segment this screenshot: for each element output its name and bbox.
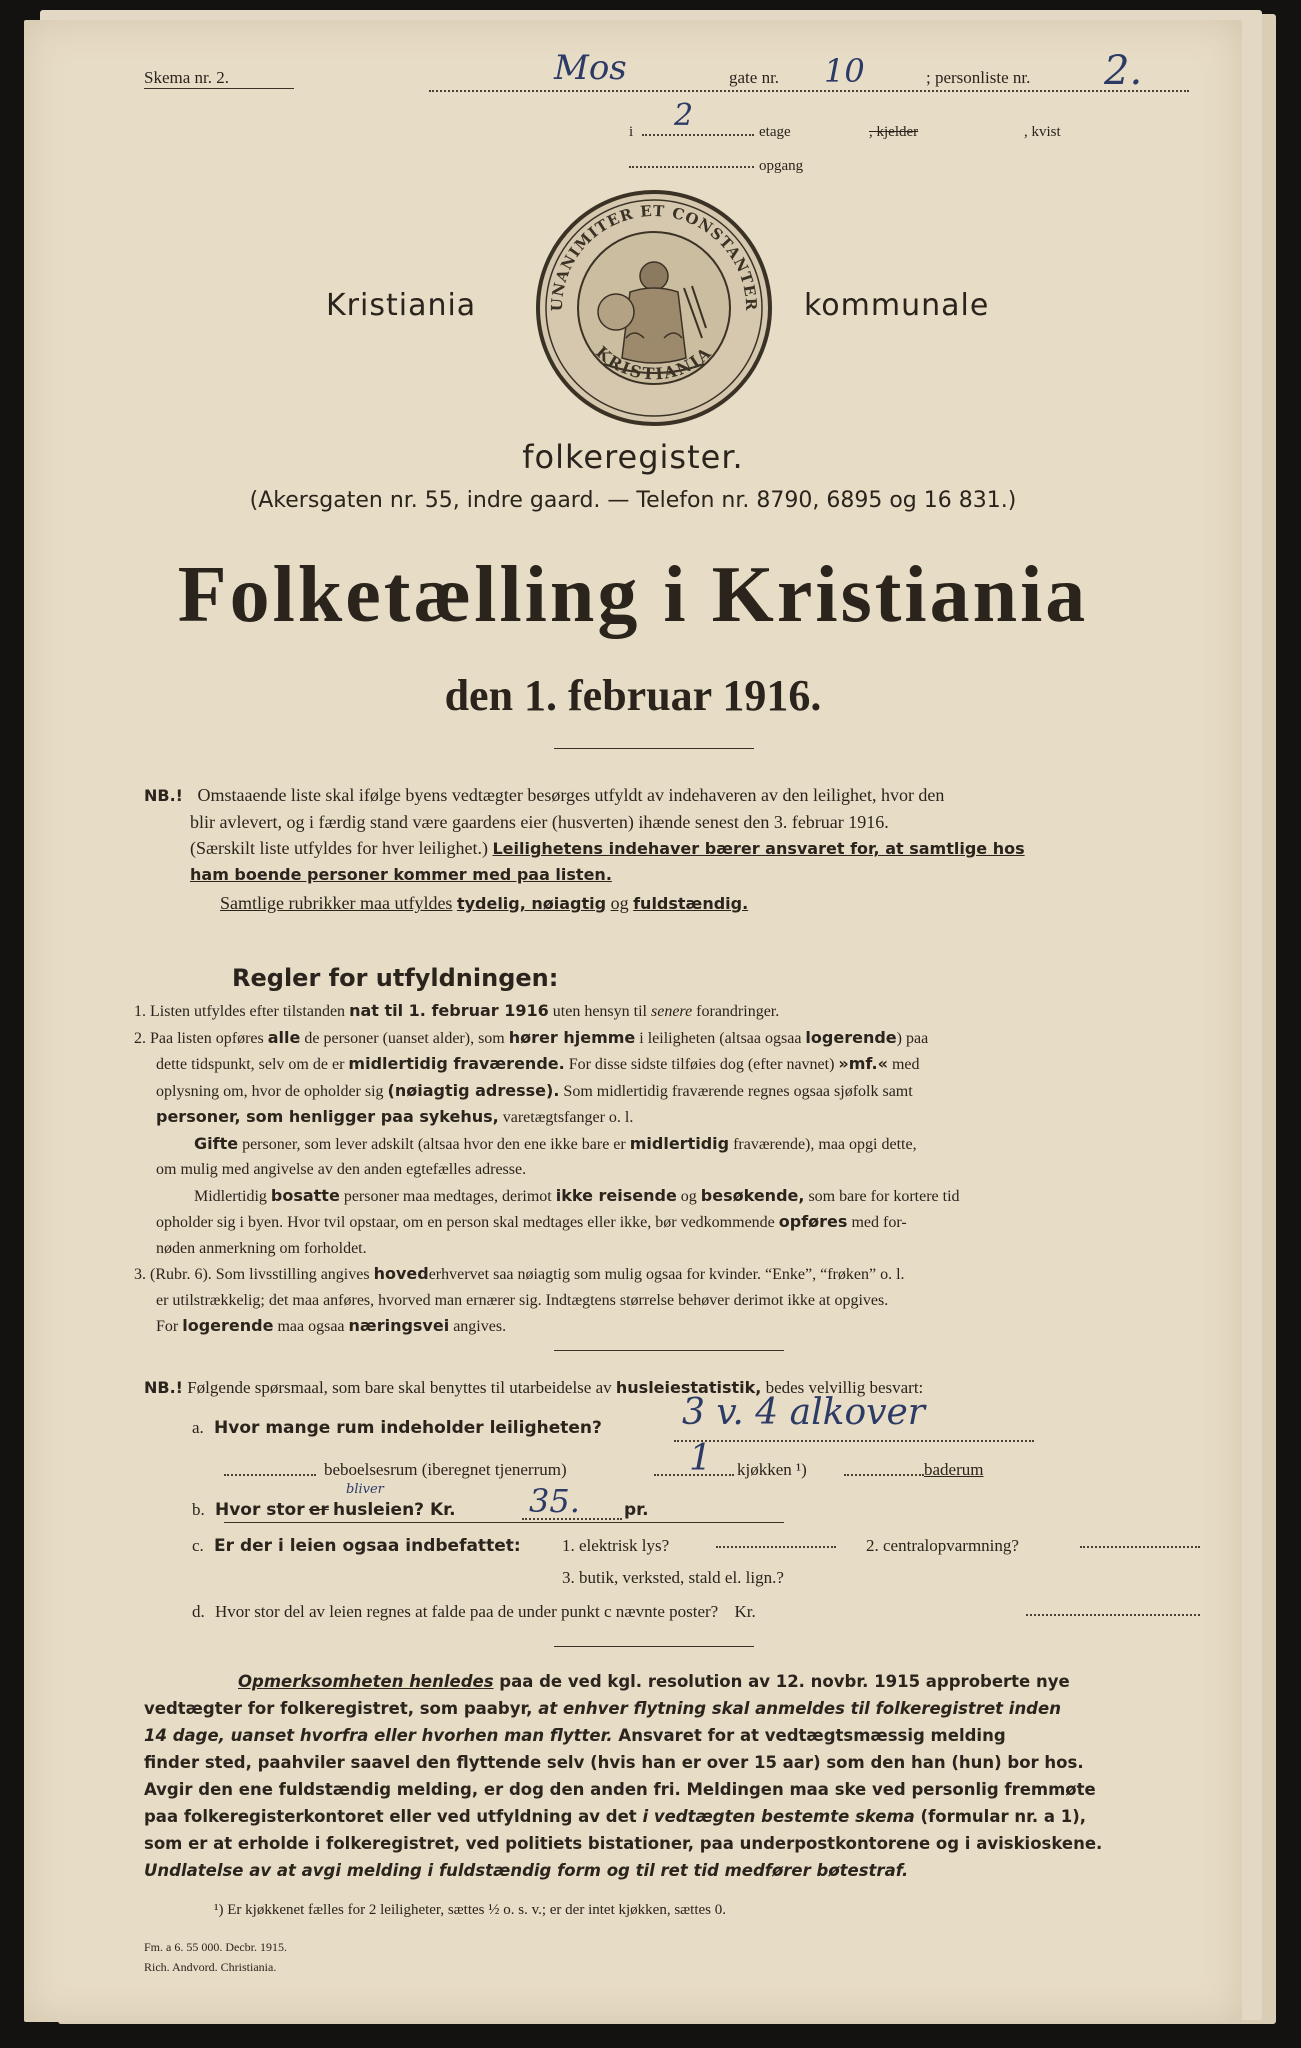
- question-a: [192, 1418, 602, 1438]
- notice-l6c: (formular nr. a 1),: [920, 1807, 1087, 1826]
- notice-line-6: [144, 1803, 1208, 1830]
- attic-label: , kvist: [1024, 124, 1061, 140]
- office-name: folkeregister.: [522, 438, 744, 476]
- rule-2-l2c: For disse sidste tilføies dog (efter navnet): [568, 1056, 835, 1073]
- notice-l1a: Opmerksomheten henledes: [238, 1672, 494, 1691]
- rule-2-l7b: bosatte: [270, 1185, 340, 1205]
- question-c-text: Er der i leien ogsaa indbefattet:: [214, 1536, 521, 1556]
- question-c: [192, 1536, 521, 1556]
- schema-underline: [144, 88, 294, 89]
- question-a-label: a.: [192, 1418, 204, 1437]
- nb2-intro-c: bedes velvillig besvart:: [765, 1378, 924, 1397]
- question-c-3: 3. butik, verksted, stald el. lign.?: [562, 1568, 784, 1587]
- question-b-insert: bliver: [346, 1482, 384, 1497]
- rules-divider: [554, 1350, 784, 1351]
- question-c-2-line: [1080, 1524, 1200, 1548]
- rule-3-line-3: [134, 1313, 1206, 1340]
- rule-3-l3e: angives.: [453, 1318, 507, 1335]
- rule-3-l3c: maa ogsaa: [277, 1318, 345, 1335]
- office-right: kommunale: [804, 288, 990, 323]
- rule-3-line-2: er utilstrækkelig; det maa anføres, hvorved man ernærer sig. Indtægtens størrelse behøver derimot ikke at opgives.: [156, 1291, 889, 1309]
- nb-line-3-text: (Særskilt liste utfyldes for hver leilighet.): [190, 838, 488, 858]
- rule-2-l7d: ikke reisende: [555, 1185, 677, 1205]
- rule-2-l2a: dette tidspunkt, selv om de er: [156, 1056, 345, 1073]
- rule-2-line-2: [134, 1051, 1206, 1078]
- nb-line-4-text: ham boende personer kommer med paa listen.: [190, 865, 612, 884]
- rules-list: [134, 998, 1206, 1340]
- rule-2-line-6: om mulig med angivelse av den anden egtefælles adresse.: [156, 1161, 527, 1178]
- rule-2-line-5: [134, 1131, 1206, 1158]
- question-b-text-b: husleien? Kr.: [333, 1500, 456, 1520]
- rule-2-line-4: [134, 1104, 1206, 1131]
- question-c-label: c.: [192, 1536, 204, 1555]
- rule-3: [134, 1261, 1206, 1288]
- rule-1-text-c: uten hensyn til: [552, 1003, 647, 1020]
- street-handwritten: Mos: [554, 48, 627, 88]
- question-c-1: 1. elektrisk lys?: [562, 1536, 670, 1555]
- notice-l2a: vedtægter for folkeregistret, som paabyr,: [144, 1699, 533, 1718]
- kitchen-answer: 1: [689, 1438, 712, 1479]
- stairway-label: opgang: [759, 158, 804, 174]
- rule-2-l7a: Midlertidig: [194, 1187, 267, 1205]
- rent-per: pr.: [624, 1500, 649, 1520]
- rule-2-l8b: opføres: [778, 1212, 848, 1231]
- questions-divider: [554, 1646, 754, 1647]
- question-b-struck: er: [308, 1500, 329, 1520]
- personliste-label: ; personliste nr.: [926, 68, 1031, 87]
- page-subtitle: den 1. februar 1916.: [444, 671, 822, 720]
- basement-label: , kjelder: [869, 124, 919, 140]
- rule-2-l8c: med for-: [851, 1214, 907, 1231]
- notice-l8: Undlatelse av at avgi melding i fuldstændig form og til ret tid medfører bøtestraf.: [144, 1861, 909, 1880]
- kitchen-label: kjøkken ¹): [737, 1460, 807, 1479]
- svg-text:UNANIMITER ET CONSTANTER: [548, 202, 760, 312]
- rule-2-l1c: de personer (uanset alder), som: [304, 1029, 505, 1047]
- page-title: Folketælling i Kristiania: [177, 551, 1089, 639]
- question-d: [192, 1602, 756, 1622]
- rule-3-l1c: erhvervet saa nøiagtig som mulig ogsaa for kvinder. “Enke”, “frøken” o. l.: [428, 1266, 905, 1283]
- rule-2-l7f: besøkende,: [700, 1185, 805, 1205]
- rule-2-number: 2.: [134, 1029, 146, 1047]
- gate-label: gate nr.: [729, 68, 780, 87]
- rule-2-line-8: [134, 1209, 1206, 1236]
- floor-prefix: i: [629, 124, 634, 140]
- floor-handwritten: 2: [674, 98, 694, 133]
- nb-line-3: [144, 835, 1194, 862]
- seal-inscription: [534, 188, 774, 428]
- svg-text:KRISTIANIA: [592, 342, 716, 383]
- question-d-line: [1026, 1592, 1200, 1616]
- rule-2-line-7: [134, 1183, 1206, 1210]
- rule-2-l7g: som bare for kortere tid: [808, 1187, 960, 1205]
- question-d-label: d.: [192, 1602, 205, 1621]
- rule-1-text-e: forandringer.: [696, 1003, 780, 1020]
- notice-l3a: 14 dage, uanset hvorfra eller hvorhen man flytter.: [144, 1726, 613, 1745]
- nb-notice-block: [144, 782, 1194, 917]
- rule-2-l5c: midlertidig: [629, 1133, 730, 1153]
- notice-block: [144, 1668, 1208, 1884]
- rule-1-text-a: Listen utfyldes efter tilstanden: [150, 1003, 346, 1020]
- rule-2-l1a: Paa listen opføres: [150, 1029, 264, 1047]
- imprint-line-1: Fm. a 6. 55 000. Decbr. 1915.: [144, 1940, 287, 1954]
- schema-number: Skema nr. 2.: [144, 68, 229, 87]
- rooms-line: [224, 1450, 316, 1476]
- rules-heading: Regler for utfyldningen:: [232, 964, 559, 992]
- question-b-label: b.: [192, 1500, 205, 1519]
- address-line: [429, 50, 1189, 92]
- nb-line-2: blir avlevert, og i færdig stand være gaardens eier (husverten) ihænde senest den 3. februar 1916.: [190, 812, 889, 832]
- title-divider: [554, 748, 754, 749]
- imprint-line-2: Rich. Andvord. Christiania.: [144, 1960, 277, 1974]
- stairway-line: [629, 146, 754, 168]
- nb-line-5-b: tydelig, nøiagtig: [456, 894, 607, 913]
- nb-line-5: [144, 890, 1194, 917]
- rule-2-l1b: alle: [267, 1027, 301, 1047]
- rule-2-l5a: Gifte: [194, 1133, 239, 1153]
- rule-3-l1b: hoved: [373, 1264, 429, 1283]
- bathroom-line: [844, 1450, 924, 1476]
- notice-l6b: i vedtægten bestemte skema: [642, 1807, 915, 1826]
- rule-2-l4a: personer, som henligger paa sykehus,: [156, 1107, 499, 1126]
- census-form-page: [24, 20, 1242, 2022]
- rule-2-l7e: og: [680, 1187, 697, 1205]
- notice-line-7: som er at erholde i folkeregistret, ved politiets bistationer, paa underpostkontorene og i aviskioskene.: [144, 1834, 1103, 1853]
- nb-line-5-d: fuldstændig.: [633, 894, 749, 913]
- notice-line-5: Avgir den ene fuldstændig melding, er dog den anden fri. Meldingen maa ske ved personlig fremmøte: [144, 1780, 1096, 1799]
- rule-2-l3b: (nøiagtig adresse).: [387, 1080, 560, 1100]
- nb-label: NB.!: [144, 786, 183, 805]
- notice-l3b: Ansvaret for at vedtægtsmæssig melding: [618, 1726, 1006, 1745]
- rule-3-l3a: For: [156, 1318, 179, 1335]
- floor-label: etage: [759, 124, 791, 140]
- gate-number-handwritten: 10: [824, 52, 865, 90]
- rule-2-l3c: Som midlertidig fraværende regnes ogsaa sjøfolk samt: [563, 1082, 913, 1100]
- notice-line-4: finder sted, paahviler saavel den flyttende selv (hvis han er over 15 aar) som den han (hun) bor hos.: [144, 1753, 1084, 1772]
- question-c-1-line: [716, 1524, 836, 1548]
- rule-2-line-3: [134, 1078, 1206, 1105]
- rule-2-l2e: med: [891, 1056, 920, 1073]
- rule-3-l3b: logerende: [182, 1316, 274, 1335]
- rule-2-l2b: midlertidig fraværende.: [348, 1054, 565, 1073]
- nb2-intro-a: Følgende spørsmaal, som bare skal benyttes til utarbeidelse av: [187, 1378, 612, 1397]
- rule-2-l1f: logerende: [805, 1027, 897, 1047]
- nb-line-3-bold: Leilighetens indehaver bærer ansvaret for, at samtlige hos: [492, 839, 1025, 858]
- rooms-label: beboelsesrum (iberegnet tjenerrum): [324, 1460, 567, 1479]
- rule-3-number: 3.: [134, 1266, 146, 1283]
- rule-2-l4b: varetægtsfanger o. l.: [502, 1109, 634, 1126]
- rule-2-l2d: »mf.«: [838, 1054, 888, 1073]
- footnote: ¹) Er kjøkkenet fælles for 2 leiligheter, sættes ½ o. s. v.; er der intet kjøkken, sættes 0.: [214, 1902, 726, 1918]
- nb2-intro: [144, 1378, 1204, 1398]
- rule-2-l5b: personer, som lever adskilt (altsaa hvor den ene ikke bare er: [242, 1135, 626, 1153]
- notice-l6a: paa folkeregisterkontoret eller ved utfyldning av det: [144, 1807, 637, 1826]
- office-address: (Akersgaten nr. 55, indre gaard. — Telefon nr. 8790, 6895 og 16 831.): [249, 488, 1017, 513]
- seal-motto: UNANIMITER ET CONSTANTER: [547, 201, 761, 312]
- rule-1-number: 1.: [134, 1003, 146, 1020]
- rent-answer: 35.: [529, 1482, 580, 1520]
- question-a-text: Hvor mange rum indeholder leiligheten?: [214, 1418, 602, 1438]
- rule-2-l1d: hører hjemme: [508, 1027, 636, 1047]
- nb-line-5-c: og: [610, 893, 629, 913]
- nb-line-1: Omstaaende liste skal ifølge byens vedtægter besørges utfyldt av indehaveren av den leilighet, hvor den: [197, 785, 945, 805]
- notice-l2b: at enhver flytning skal anmeldes til folkeregistret inden: [538, 1699, 1061, 1718]
- nb-line-5-a: Samtlige rubrikker maa utfyldes: [220, 893, 453, 913]
- rule-1-text-b: nat til 1. februar 1916: [349, 1001, 549, 1020]
- nb2-label: NB.!: [144, 1378, 183, 1397]
- question-b-underline: [224, 1522, 784, 1523]
- rule-3-l1a: (Rubr. 6). Som livsstilling angives: [150, 1266, 370, 1283]
- rule-1: [134, 998, 1206, 1025]
- notice-line-8: [144, 1857, 1208, 1884]
- rule-1-text-d: senere: [651, 1003, 693, 1020]
- seal-city-name: KRISTIANIA: [592, 342, 716, 384]
- rule-2-l8a: opholder sig i byen. Hvor tvil opstaar, om en person skal medtages eller ikke, bør vedkommende: [156, 1214, 775, 1231]
- rule-2-l5d: fraværende), maa opgi dette,: [733, 1135, 917, 1153]
- personliste-handwritten: 2.: [1104, 48, 1143, 94]
- notice-line-3: [144, 1722, 1208, 1749]
- question-b: [192, 1500, 456, 1520]
- rule-3-l3d: næringsvei: [348, 1316, 450, 1335]
- question-b-text-a: Hvor stor: [215, 1500, 305, 1520]
- bathroom-label: baderum: [924, 1460, 984, 1479]
- rule-2-l1e: i leiligheten (altsaa ogsaa: [639, 1029, 802, 1047]
- nb2-intro-b: husleiestatistik,: [615, 1378, 762, 1397]
- rule-2-l3a: oplysning om, hvor de opholder sig: [156, 1082, 384, 1100]
- notice-l1b: paa de ved kgl. resolution av 12. novbr. 1915 approberte nye: [499, 1672, 1070, 1691]
- notice-line-1: [144, 1668, 1208, 1695]
- question-a-answer: 3 v. 4 alkover: [682, 1392, 925, 1433]
- floor-line: [642, 106, 754, 136]
- question-d-text: Hvor stor del av leien regnes at falde paa de under punkt c nævnte poster?: [215, 1602, 719, 1621]
- office-left: Kristiania: [326, 288, 477, 323]
- question-d-kr: Kr.: [734, 1602, 756, 1621]
- rule-2-l7c: personer maa medtages, derimot: [343, 1187, 552, 1205]
- rule-2: [134, 1025, 1206, 1052]
- notice-line-2: [144, 1695, 1208, 1722]
- rule-2-line-9: nøden anmerkning om forholdet.: [156, 1239, 367, 1257]
- nb-line-4: [144, 862, 1194, 888]
- rule-2-l1g: ) paa: [896, 1029, 929, 1047]
- question-c-2: 2. centralopvarmning?: [866, 1536, 1019, 1555]
